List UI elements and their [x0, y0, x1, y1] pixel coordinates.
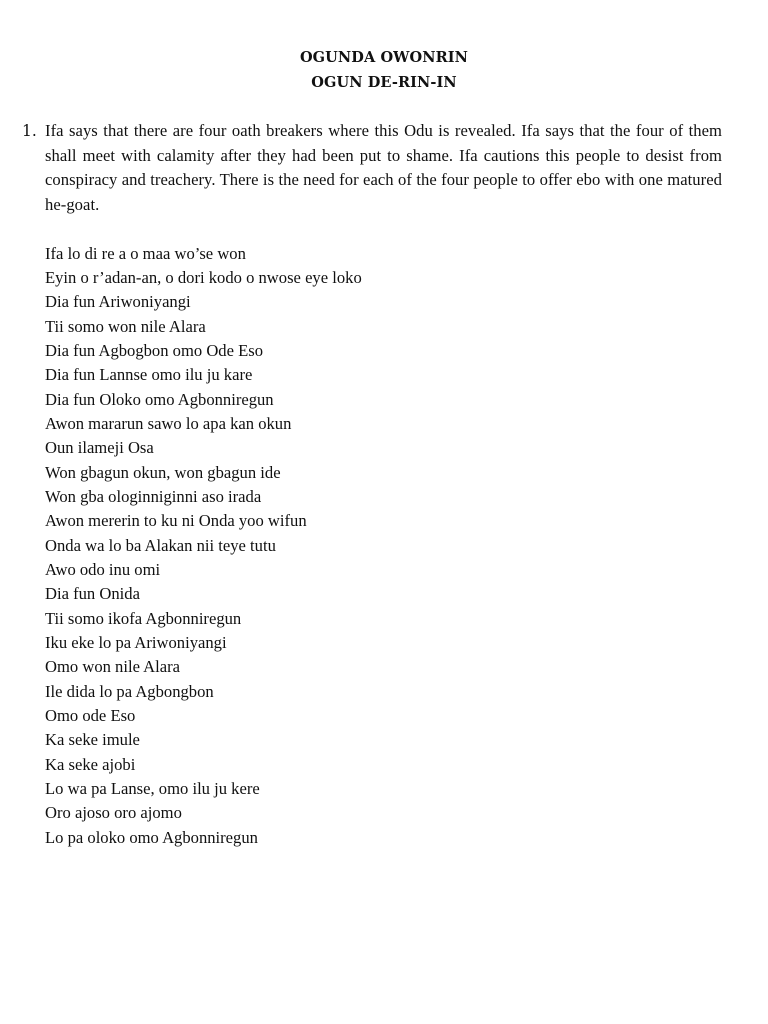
verse-line: Dia fun Onida — [45, 584, 140, 604]
verse-line: Tii somo ikofa Agbonniregun — [45, 608, 242, 628]
verse-line: Lo pa oloko omo Agbonniregun — [45, 827, 258, 847]
verse-line: Onda wa lo ba Alakan nii teye tutu — [45, 535, 276, 555]
verse-line: Dia fun Oloko omo Agbonniregun — [45, 389, 274, 409]
verse-block — [45, 242, 722, 851]
verse-line: Iku eke lo pa Ariwoniyangi — [45, 633, 227, 652]
verse-line: Won gbagun okun, won gbagun ide — [45, 462, 281, 482]
verse-line: Won gba ologinniginni aso irada — [45, 486, 262, 506]
verse-line: Oun ilameji Osa — [45, 438, 154, 458]
verse-line: Oro ajoso oro ajomo — [45, 803, 182, 823]
verse-line: Awo odo inu omi — [45, 559, 161, 579]
verse-line: Awon mararun sawo lo apa kan okun — [45, 413, 292, 433]
verse-line: Awon mererin to ku ni Onda yoo wifun — [45, 511, 307, 531]
title-line-2: OGUN DE-RIN-IN — [311, 73, 457, 91]
document-title — [0, 46, 768, 95]
title-line-1: OGUNDA OWONRIN — [299, 49, 469, 66]
verse-line: Ifa lo di re a o maa wo’se won — [45, 243, 246, 263]
verse-line: Omo ode Eso — [45, 706, 136, 726]
verse-line: Omo won nile Alara — [45, 657, 181, 677]
verse-line: Lo wa pa Lanse, omo ilu ju kere — [45, 779, 260, 799]
verse-line: Dia fun Lannse omo ilu ju kare — [45, 365, 253, 385]
item-body — [45, 119, 722, 850]
verse-line: Ile dida lo pa Agbongbon — [45, 681, 214, 701]
verse-line: Dia fun Ariwoniyangi — [45, 292, 191, 312]
item-paragraph: Ifa says that there are four oath breakers where this Odu is revealed. Ifa says that the four of them shall meet with calamity after they had been put to shame. Ifa cautions this people to desist from conspiracy and treachery. There is the need for each of the four people to offer ebo with one matured he-goat. — [45, 121, 722, 214]
verse-line: Eyin o r’adan-an, o dori kodo o nwose eye loko — [45, 267, 362, 287]
item-number: 1. — [22, 122, 37, 140]
verse-line: Tii somo won nile Alara — [45, 316, 206, 336]
verse-line: Ka seke ajobi — [45, 754, 136, 774]
verse-line: Ka seke imule — [45, 730, 140, 750]
verse-line: Dia fun Agbogbon omo Ode Eso — [45, 340, 264, 360]
